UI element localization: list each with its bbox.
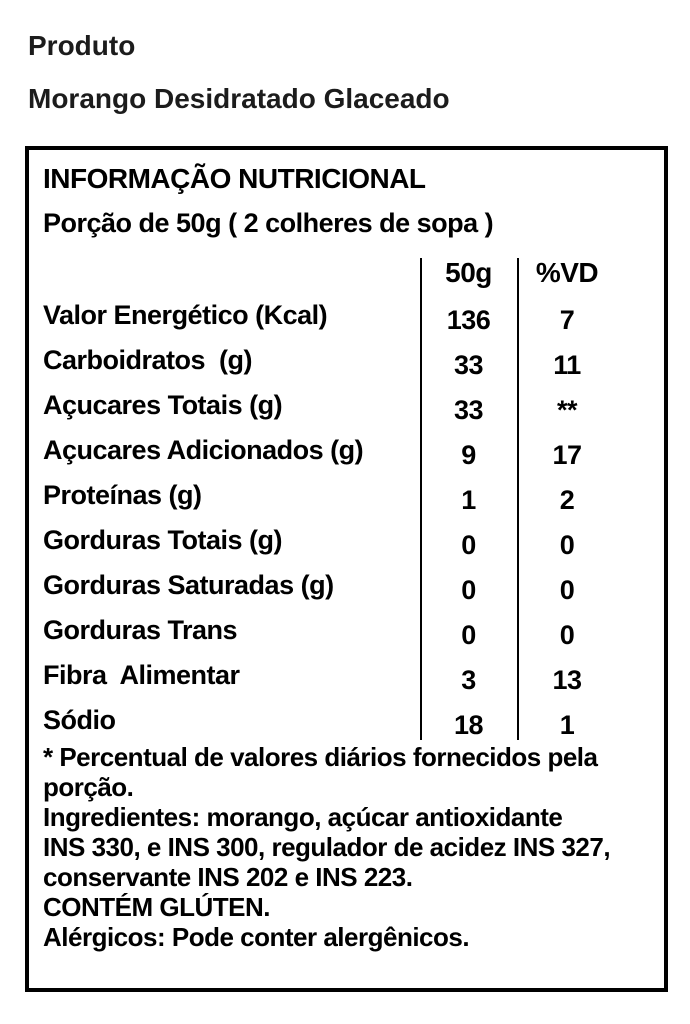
ingredients-text: Ingredientes: morango, açúcar antioxidante xyxy=(43,802,563,832)
nutrient-dv: 1 xyxy=(559,710,575,740)
nutrition-table xyxy=(29,253,664,743)
nutrient-dv: ** xyxy=(556,395,577,425)
nutrient-label: Açucares Totais (g) xyxy=(43,390,283,420)
nutrient-amount: 33 xyxy=(453,395,484,425)
nutrition-facts-panel xyxy=(25,146,668,992)
ingredients-text-cont: conservante INS 202 e INS 223. xyxy=(43,862,413,892)
table-row xyxy=(29,518,664,563)
ingredients-text-cont: INS 330, e INS 300, regulador de acidez INS 327, xyxy=(43,832,611,862)
nutrient-dv: 17 xyxy=(552,440,582,470)
nutrient-amount: 33 xyxy=(453,350,484,380)
nutrient-label: Gorduras Trans xyxy=(43,615,238,645)
nutrient-dv: 0 xyxy=(559,575,575,605)
column-header-amount: 50g xyxy=(445,257,492,288)
nutrient-dv: 0 xyxy=(559,530,575,560)
nutrient-label: Valor Energético (Kcal) xyxy=(43,300,328,330)
nutrient-label: Açucares Adicionados (g) xyxy=(43,435,364,465)
table-row xyxy=(29,563,664,608)
nutrient-dv: 7 xyxy=(559,305,575,335)
nutrient-dv: 2 xyxy=(559,485,575,515)
table-row xyxy=(29,428,664,473)
nutrient-label: Proteínas (g) xyxy=(43,480,202,510)
nutrient-amount: 1 xyxy=(461,485,476,515)
nutrient-label: Gorduras Saturadas (g) xyxy=(43,570,334,600)
nutrient-dv: 11 xyxy=(553,350,581,380)
gluten-warning: CONTÉM GLÚTEN. xyxy=(43,892,270,922)
table-header-row xyxy=(29,253,664,293)
footnote-block xyxy=(43,742,657,952)
page-title: Produto xyxy=(28,30,136,61)
nutrient-amount: 0 xyxy=(461,620,476,650)
column-header-dv: %VD xyxy=(535,257,599,288)
nutrient-amount: 136 xyxy=(446,305,491,335)
nutrient-label: Gorduras Totais (g) xyxy=(43,525,283,555)
table-row xyxy=(29,653,664,698)
table-row xyxy=(29,293,664,338)
allergen-warning: Alérgicos: Pode conter alergênicos. xyxy=(43,922,470,952)
daily-values-note-cont: porção. xyxy=(43,772,134,802)
table-row xyxy=(29,338,664,383)
serving-size-text: Porção de 50g ( 2 colheres de sopa ) xyxy=(43,208,494,238)
nutrient-amount: 18 xyxy=(453,710,484,740)
nutrient-amount: 3 xyxy=(461,665,476,695)
product-name: Morango Desidratado Glaceado xyxy=(28,83,450,114)
nutrient-amount: 0 xyxy=(461,575,476,605)
nutrient-amount: 0 xyxy=(461,530,476,560)
table-row xyxy=(29,473,664,518)
nutrient-dv: 0 xyxy=(559,620,575,650)
nutrient-label: Fibra Alimentar xyxy=(43,660,240,690)
nutrient-label: Carboidratos (g) xyxy=(43,345,253,375)
daily-values-note: * Percentual de valores diários fornecidos pela xyxy=(43,742,598,772)
nutrient-amount: 9 xyxy=(461,440,476,470)
table-row xyxy=(29,698,664,743)
nutrient-dv: 13 xyxy=(552,665,582,695)
nutrition-panel-title: INFORMAÇÃO NUTRICIONAL xyxy=(43,163,426,194)
table-row xyxy=(29,608,664,653)
nutrient-label: Sódio xyxy=(43,705,116,735)
table-row xyxy=(29,383,664,428)
